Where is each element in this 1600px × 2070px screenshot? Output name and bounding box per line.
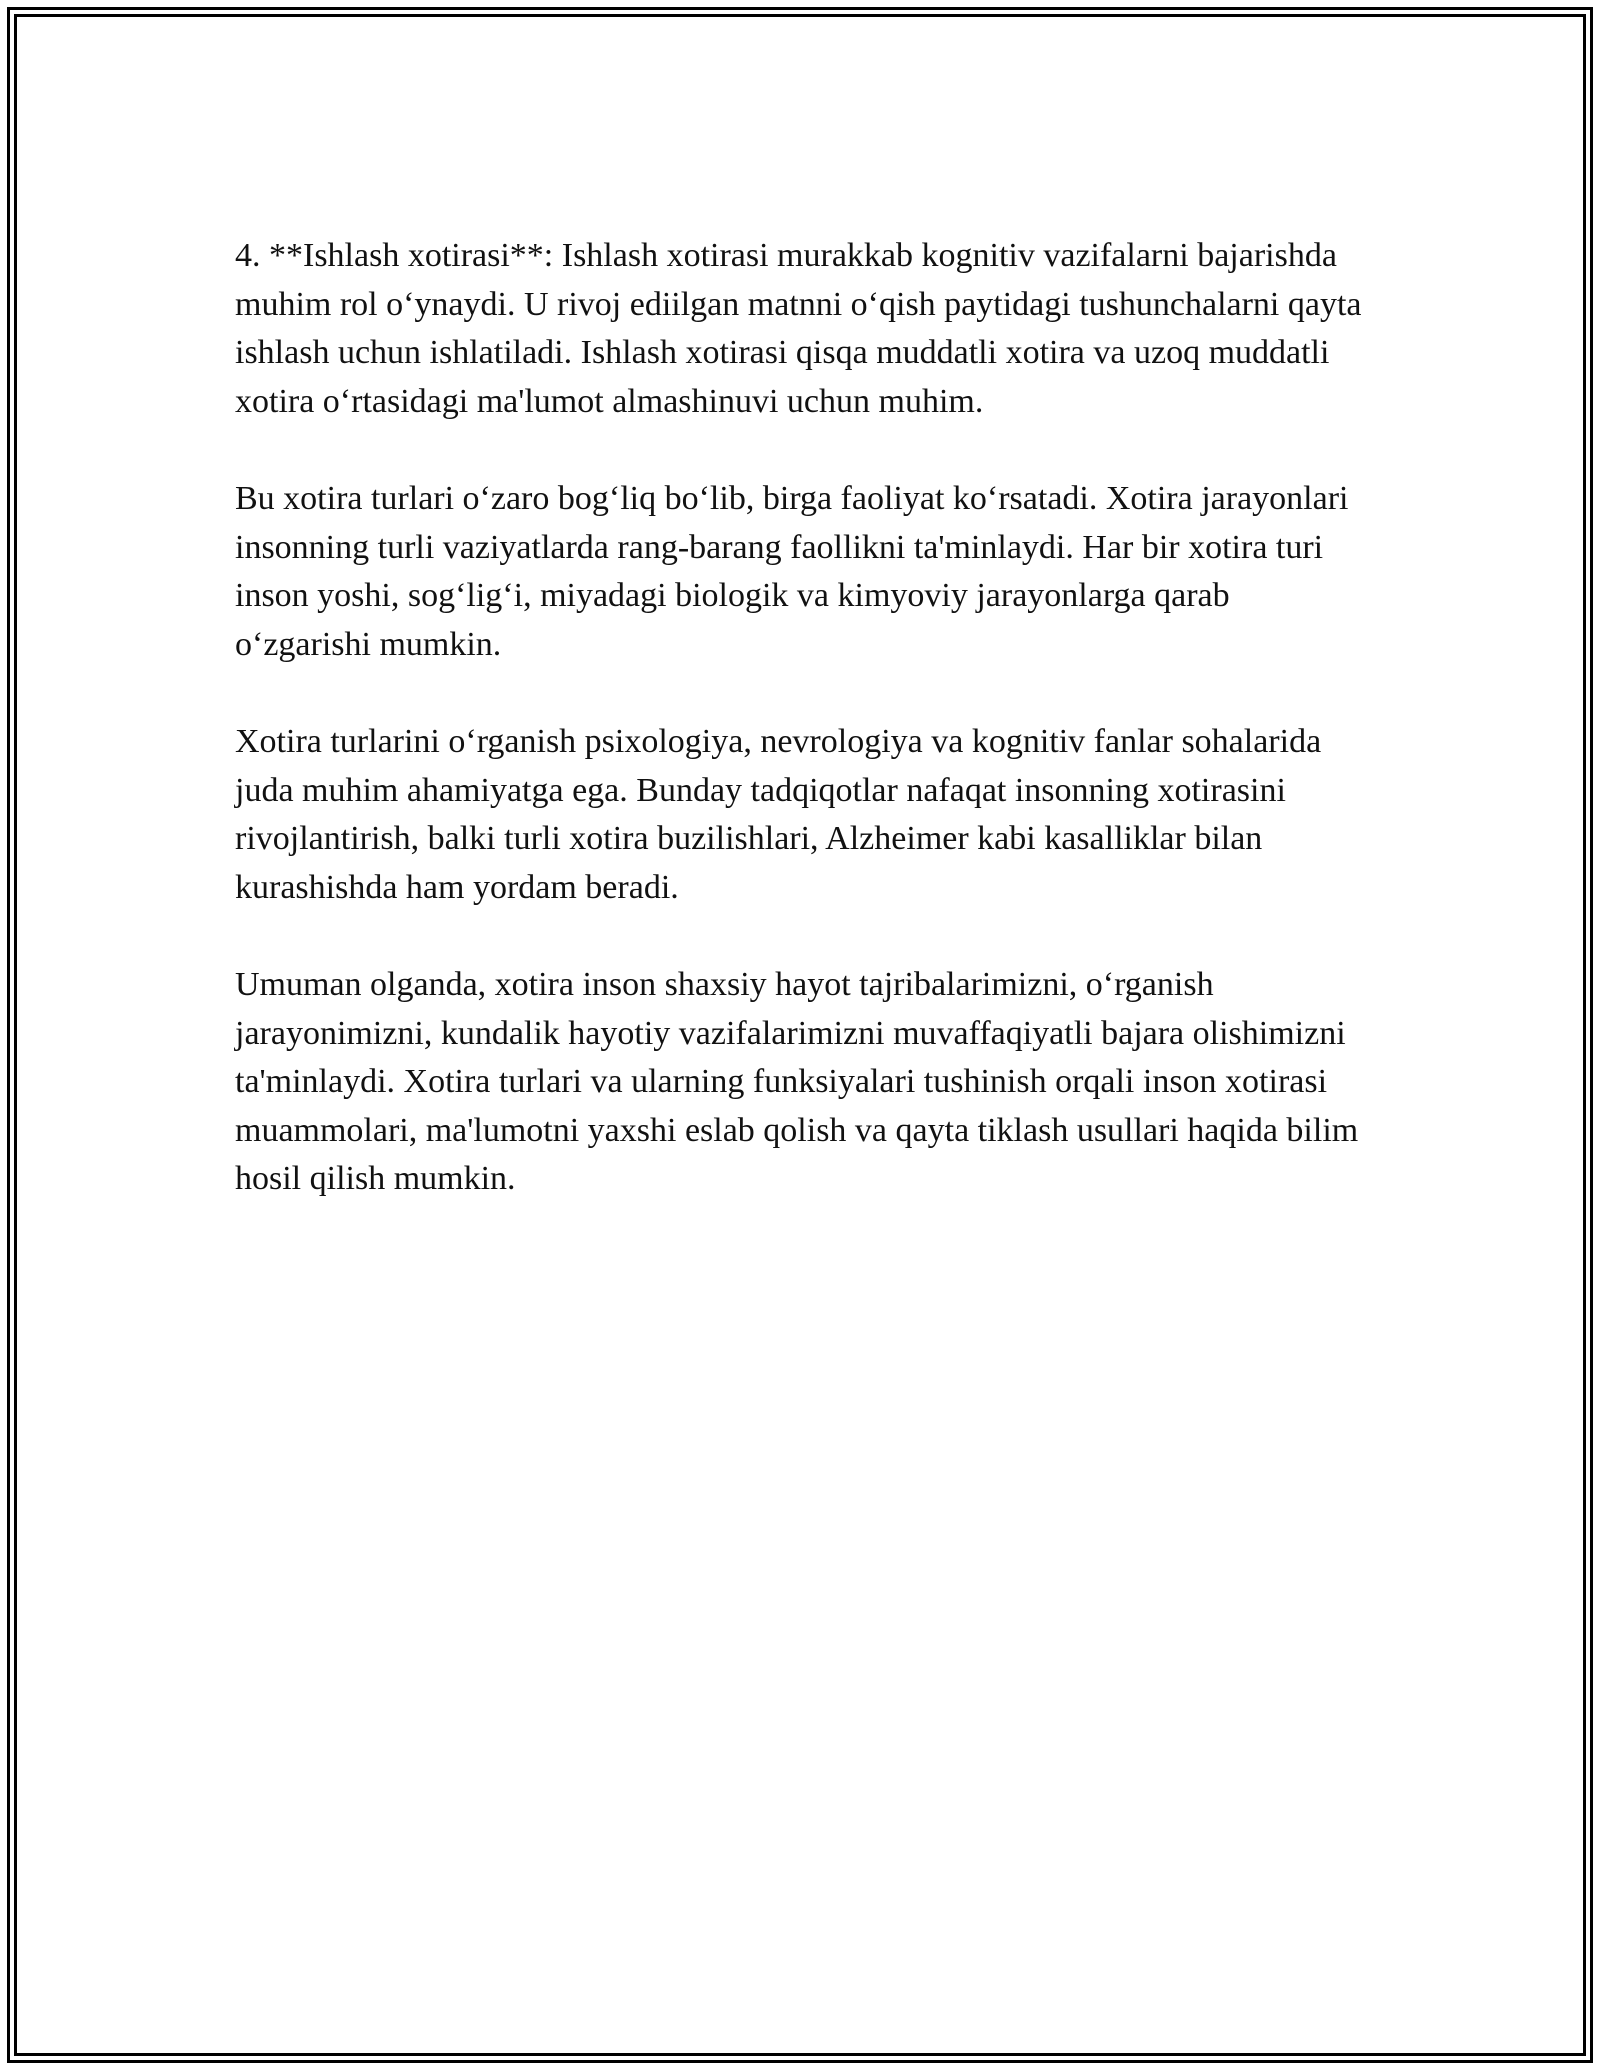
document-body	[235, 232, 1365, 1253]
paragraph-memory-types-interconnected: Bu xotira turlari o‘zaro bog‘liq bo‘lib, birga faoliyat ko‘rsatadi. Xotira jarayonlari insonning turli vaziyatlarda rang-barang faollikni ta'minlaydi. Har bir xotira turi inson yoshi, sog‘lig‘i, miyadagi biologik va kimyoviy jarayonlarga qarab o‘zgarishi mumkin.	[235, 480, 1349, 663]
paragraph-working-memory: 4. **Ishlash xotirasi**: Ishlash xotirasi murakkab kognitiv vazifalarni bajarishda muhim rol o‘ynaydi. U rivoj ediilgan matnni o‘qish paytidagi tushunchalarni qayta ishlash uchun ishlatiladi. Ishlash xotirasi qisqa muddatli xotira va uzoq muddatli xotira o‘rtasidagi ma'lumot almashinuvi uchun muhim.	[235, 237, 1362, 420]
paragraph-conclusion: Umuman olganda, xotira inson shaxsiy hayot tajribalarimizni, o‘rganish jarayonimizni, kundalik hayotiy vazifalarimizni muvaffaqiyatli bajara olishimizni ta'minlaydi. Xotira turlari va ularning funksiyalari tushinish orqali inson xotirasi muammolari, ma'lumotni yaxshi eslab qolish va qayta tiklash usullari haqida bilim hosil qilish mumkin.	[235, 966, 1359, 1197]
paragraph-memory-research: Xotira turlarini o‘rganish psixologiya, nevrologiya va kognitiv fanlar sohalarida juda muhim ahamiyatga ega. Bunday tadqiqotlar nafaqat insonning xotirasini rivojlantirish, balki turli xotira buzilishlari, Alzheimer kabi kasalliklar bilan kurashishda ham yordam beradi.	[235, 723, 1322, 906]
